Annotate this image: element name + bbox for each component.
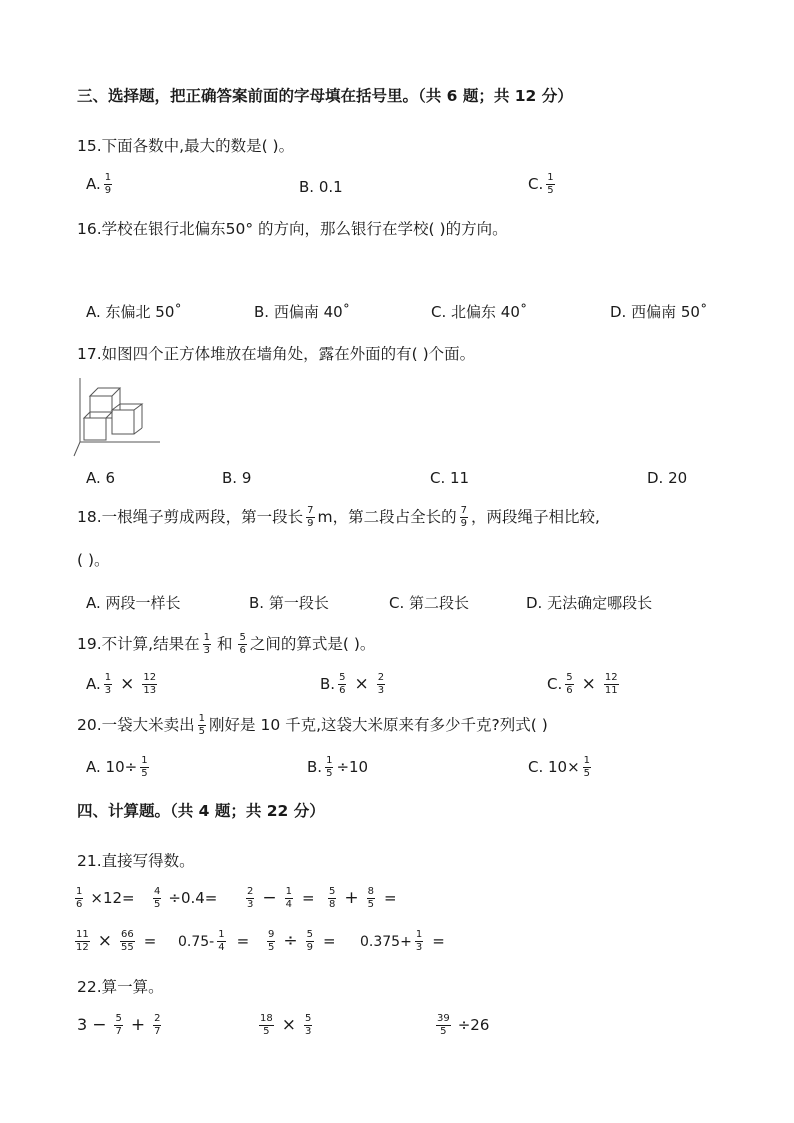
question-20-stem: 20.一袋大米卖出 $\frac{1}{5}$ 刚好是 10 千克,这袋大米原来有多少千克?列式( ) — [77, 713, 548, 737]
q22-expr-3: $\frac{39}{5}$ ÷26 — [437, 1013, 490, 1037]
q21-expr-5: $\frac{11}{12}$ × $\frac{66}{55}$ = — [76, 929, 157, 953]
q20-option-c[interactable]: C. 10× $\frac{1}{5}$ — [528, 755, 591, 779]
option-label: C. — [528, 175, 544, 193]
fraction: $\frac{7}{9}$ — [460, 505, 468, 529]
question-16-stem: 16.学校在银行北偏东50° 的方向，那么银行在学校( )的方向。 — [77, 220, 508, 238]
q21-expr-1: $\frac{1}{6}$ ×12= — [76, 886, 135, 910]
q22-expr-1: 3 − $\frac{5}{7}$ + $\frac{2}{7}$ — [77, 1013, 161, 1037]
q17-option-b[interactable]: B. 9 — [222, 469, 252, 487]
fraction: $\frac{2}{3}$ — [377, 672, 385, 696]
fraction: $\frac{5}{6}$ — [239, 632, 246, 656]
q21-expr-6: 0.75- $\frac{1}{4}$ = — [178, 929, 250, 953]
q16-option-b[interactable]: B. 西偏南 40˚ — [254, 303, 351, 321]
q19-option-a[interactable]: A. $\frac{1}{3}$ × $\frac{12}{13}$ — [86, 672, 157, 696]
fraction: $\frac{1}{5}$ — [583, 755, 591, 779]
question-22-stem: 22.算一算。 — [77, 978, 164, 996]
q16-option-d[interactable]: D. 西偏南 50˚ — [610, 303, 708, 321]
question-17-stem: 17.如图四个正方体堆放在墙角处，露在外面的有( )个面。 — [77, 345, 476, 363]
fraction: $\frac{12}{11}$ — [604, 672, 618, 696]
fraction: $\frac{1}{5}$ — [141, 755, 148, 779]
q20-option-a[interactable]: A. 10÷ $\frac{1}{5}$ — [86, 755, 148, 779]
option-label: A. — [86, 175, 101, 193]
q21-expr-7: $\frac{9}{5}$ ÷ $\frac{5}{9}$ = — [268, 929, 336, 953]
question-21-stem: 21.直接写得数。 — [77, 852, 195, 870]
q21-expr-8: 0.375+ $\frac{1}{3}$ = — [360, 929, 445, 953]
q18-option-a[interactable]: A. 两段一样长 — [86, 594, 181, 612]
question-19-stem: 19.不计算,结果在 $\frac{1}{3}$ 和 $\frac{5}{6}$ 之间的算式是( )。 — [77, 632, 376, 656]
q16-option-a[interactable]: A. 东偏北 50˚ — [86, 303, 182, 321]
fraction: $\frac{1}{5}$ — [326, 755, 333, 779]
q20-option-b[interactable]: B. $\frac{1}{5}$ ÷10 — [307, 755, 369, 779]
q15-option-c[interactable] — [528, 173, 558, 196]
fraction: $\frac{1}{5}$ — [198, 713, 206, 737]
q18-option-b[interactable]: B. 第一段长 — [249, 594, 329, 612]
q15-option-b[interactable]: B. 0.1 — [299, 178, 343, 196]
q17-option-d[interactable]: D. 20 — [647, 469, 688, 487]
stacked-cubes-figure — [72, 370, 164, 462]
q22-expr-2: $\frac{18}{5}$ × $\frac{5}{3}$ — [260, 1013, 312, 1037]
fraction: $\frac{1}{5}$ — [547, 172, 554, 196]
question-18-stem: 18.一根绳子剪成两段，第一段长 $\frac{7}{9}$ m，第二段占全长的 $\frac{7}{9}$ ，两段绳子相比较, — [77, 505, 600, 529]
q17-option-c[interactable]: C. 11 — [430, 469, 470, 487]
fraction: $\frac{7}{9}$ — [307, 505, 314, 529]
q21-expr-3: $\frac{2}{3}$ − $\frac{1}{4}$ = — [247, 886, 315, 910]
fraction: $\frac{5}{6}$ — [339, 672, 346, 696]
section-4-title: 四、计算题。（共 4 题；共 22 分） — [77, 802, 325, 820]
q19-option-b[interactable]: B. $\frac{5}{6}$ × $\frac{2}{3}$ — [320, 672, 385, 696]
q15-option-a[interactable] — [86, 173, 115, 196]
fraction: $\frac{1}{3}$ — [104, 672, 112, 696]
q19-option-c[interactable]: C. $\frac{5}{6}$ × $\frac{12}{11}$ — [547, 672, 618, 696]
fraction: $\frac{1}{9}$ — [104, 172, 112, 196]
question-18-answer-blank: ( )。 — [77, 551, 110, 569]
fraction: $\frac{12}{13}$ — [143, 672, 157, 696]
q18-option-c[interactable]: C. 第二段长 — [389, 594, 470, 612]
fraction: $\frac{5}{6}$ — [566, 672, 573, 696]
fraction: $\frac{1}{3}$ — [203, 632, 210, 656]
q16-option-c[interactable]: C. 北偏东 40˚ — [431, 303, 528, 321]
question-15-stem: 15.下面各数中,最大的数是( )。 — [77, 137, 295, 155]
q21-expr-4: $\frac{5}{8}$ + $\frac{8}{5}$ = — [329, 886, 397, 910]
q21-expr-2: $\frac{4}{5}$ ÷0.4= — [154, 886, 218, 910]
q17-option-a[interactable]: A. 6 — [86, 469, 116, 487]
q18-option-d[interactable]: D. 无法确定哪段长 — [526, 594, 653, 612]
section-3-title: 三、选择题，把正确答案前面的字母填在括号里。（共 6 题；共 12 分） — [77, 87, 573, 105]
